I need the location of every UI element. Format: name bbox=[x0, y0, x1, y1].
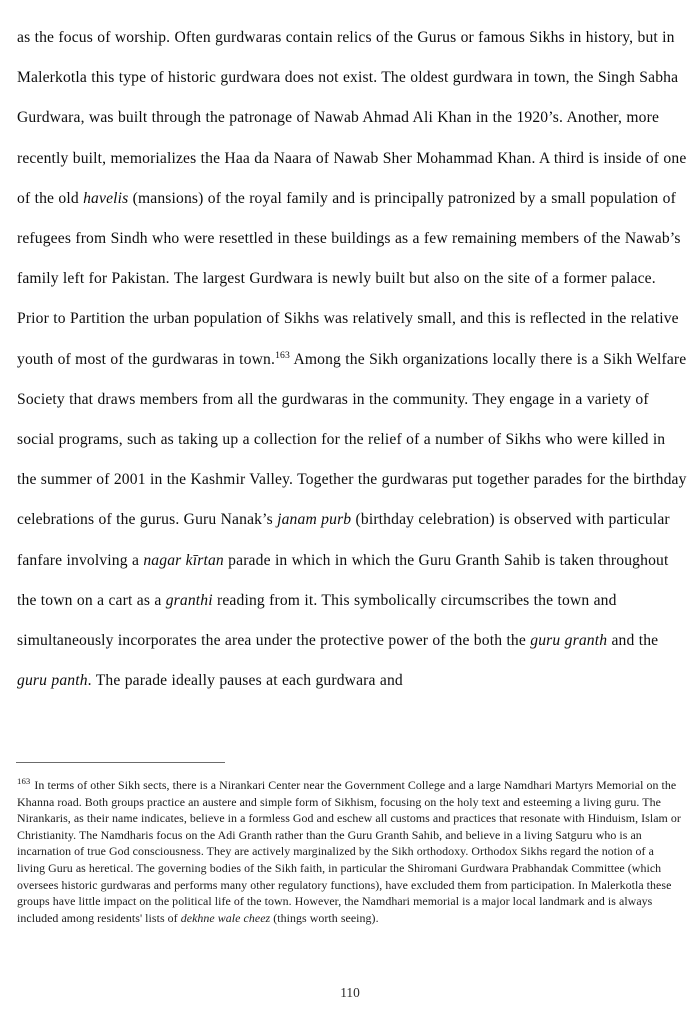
italic-term: havelis bbox=[83, 189, 129, 207]
text-run: as the focus of worship. Often gurdwaras contain relics of the Gurus or famous Sikhs in history, but in Malerkotla this type of historic gurdwara does not exist. The oldest gurdwara in town, the Singh Sabha Gurdwara, was built through the patronage of Nawab Ahmad Ali Khan in the 1920’s. Another, more recently built, memorializes the Haa da Naara of Nawab Sher Mohammad Khan. A third is inside of one of the old bbox=[17, 29, 687, 207]
italic-term: dekhne wale cheez bbox=[180, 910, 271, 925]
italic-term: granthi bbox=[165, 591, 213, 609]
italic-term: nagar kīrtan bbox=[143, 551, 224, 569]
text-run: (mansions) of the royal family and is principally patronized by a small population of refugees from Sindh who were resettled in these buildings as a few remaining members of the Nawab’s family left for Pakistan. The largest Gurdwara is newly built but also on the site of a former palace. Prior to Partition the urban population of Sikhs was relatively small, and this is reflected in the relative youth of most of the gurdwaras in town. bbox=[17, 189, 681, 368]
footnote-separator-rule bbox=[16, 762, 225, 763]
italic-term: guru granth bbox=[530, 632, 608, 650]
body-paragraph bbox=[17, 18, 687, 701]
footnote-number: 163 bbox=[17, 776, 31, 787]
footnote-block bbox=[17, 777, 684, 926]
text-run: parade in which in which the Guru Granth Sahib is taken throughout the town on a cart as a bbox=[17, 551, 669, 609]
footnote-reference-marker: 163 bbox=[275, 349, 291, 361]
text-run: (things worth seeing). bbox=[270, 910, 379, 925]
text-run: reading from it. This symbolically circumscribes the town and simultaneously incorporates the area under the protective power of the both the bbox=[17, 591, 617, 650]
body-text-block bbox=[17, 18, 687, 701]
text-run: Among the Sikh organizations locally there is a Sikh Welfare Society that draws members from all the gurdwaras in the community. They engage in a variety of social programs, such as taking up a collection for the relief of a number of Sikhs who were killed in the summer of 2001 in the Kashmir Valley. Together the gurdwaras put together parades for the birthday celebrations of the gurus. Guru Nanak’s bbox=[17, 350, 687, 529]
text-run: . The parade ideally pauses at each gurdwara and bbox=[87, 672, 403, 690]
text-run: (birthday celebration) is observed with particular fanfare involving a bbox=[17, 511, 670, 569]
text-run: In terms of other Sikh sects, there is a Nirankari Center near the Government College and a large Namdhari Martyrs Memorial on the Khanna road. Both groups practice an austere and simple form of Sikhism, focusing on the holy text and esteeming a living guru. The Nirankaris, as their name indicates, believe in a formless God and eschew all customs and practices that resonate with Hinduism, Islam or Christianity. The Namdharis focus on the Adi Granth rather than the Guru Granth Sahib, and believe in a living Satguru who is an incarnation of true God consciousness. They are actively marginalized by the Sikh orthodoxy. Orthodox Sikhs regard the notion of a living Guru as heretical. The governing bodies of the Sikh faith, in particular the Shiromani Gurdwara Prabhandak Committee (which oversees historic gurdwaras and performs many other regulatory functions), have excluded them from participation. In Malerkotla these groups have little impact on the political life of the town. However, the Namdhari memorial is a major local landmark and is always included among residents' lists of bbox=[17, 778, 681, 925]
italic-term: janam purb bbox=[277, 511, 352, 529]
text-run: and the bbox=[607, 632, 659, 650]
page-number: 110 bbox=[340, 985, 360, 1000]
footnote-paragraph bbox=[17, 777, 684, 926]
italic-term: guru panth bbox=[17, 672, 88, 690]
